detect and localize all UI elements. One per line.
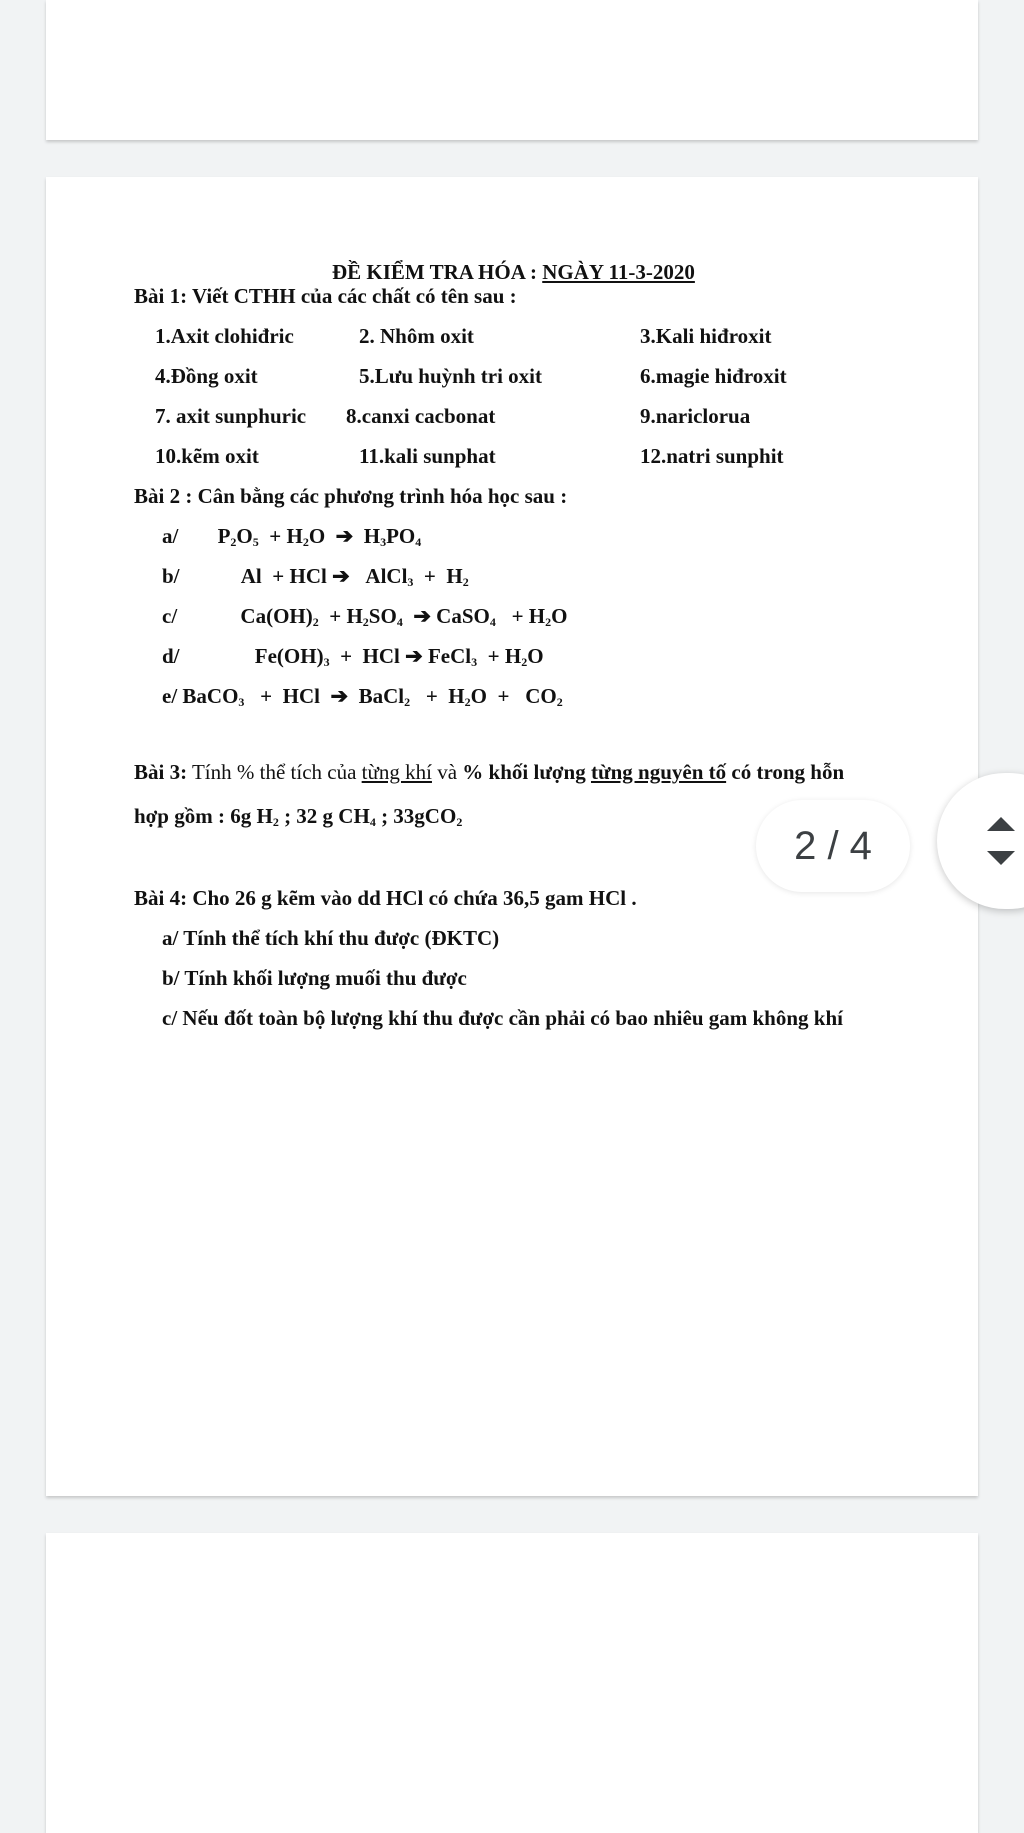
bai4-part-a: a/ Tính thể tích khí thu được (ĐKTC) (162, 926, 500, 950)
scroll-arrows-icon (983, 813, 1019, 869)
equation-label: e/ (162, 684, 178, 708)
page-title (332, 259, 695, 285)
equation-c: c/ $Ca(OH)_2 + H_2SO_4$ ➔ CaSO$_4$ + $H_2O$ (162, 604, 568, 629)
bai1-heading: Bài 1: Viết CTHH của các chất có tên sau : (134, 284, 517, 308)
equation-label: b/ (162, 564, 180, 588)
next-page (46, 1533, 978, 1833)
bai4-heading: Bài 4: Cho 26 g kẽm vào dd HCl có chứa 36,5 gam HCl . (134, 886, 637, 910)
page-counter: 2 / 4 (756, 800, 910, 892)
bai1-item: 11.kali sunphat (359, 444, 496, 468)
bai3-line1: Bài 3: Tính % thể tích của từng khí và % khối lượng từng nguyên tố có trong hỗn (134, 760, 845, 784)
equation-label: c/ (162, 604, 178, 628)
bai4-part-b: b/ Tính khối lượng muối thu được (162, 966, 467, 990)
title-text: ĐỀ KIỂM TRA HÓA : (332, 260, 543, 284)
equation-b: b/ Al + HCl ➔ AlCl$_3$ + $H_2$ (162, 564, 469, 589)
bai4-part-c: c/ Nếu đốt toàn bộ lượng khí thu được cần phải có bao nhiêu gam không khí (162, 1006, 843, 1030)
previous-page (46, 0, 978, 140)
bai1-item: 7. axit sunphuric (155, 404, 307, 428)
bai1-item: 2. Nhôm oxit (359, 324, 474, 348)
bai1-item: 10.kẽm oxit (155, 444, 259, 468)
bai1-item: 9.nariclorua (640, 404, 751, 428)
bai1-item: 3.Kali hiđroxit (640, 324, 772, 348)
equation-label: d/ (162, 644, 180, 668)
bai3-heading: Bài 3: (134, 760, 188, 784)
bai1-item: 1.Axit clohiđric (155, 324, 294, 348)
bai3-line2: hợp gồm : 6g $H_2$ ; 32 g $CH_4$ ; 33gCO$_2$ (134, 804, 463, 829)
equation-d: d/ $Fe(OH)_3$ + HCl ➔ FeCl$_3$ + $H_2O$ (162, 644, 544, 669)
title-date: NGÀY 11-3-2020 (542, 260, 695, 284)
equation-label: a/ (162, 524, 179, 548)
bai1-item: 8.canxi cacbonat (346, 404, 496, 428)
equation-e: e/ BaCO$_3$ + HCl ➔ BaCl$_2$ + $H_2O + CO_2$ (162, 684, 563, 709)
bai1-item: 4.Đồng oxit (155, 364, 258, 388)
equation-a: a/ $P_2O_5 + H_2O$ ➔ $H_3PO_4$ (162, 524, 422, 549)
bai1-item: 12.natri sunphit (640, 444, 784, 468)
bai1-item: 6.magie hiđroxit (640, 364, 787, 388)
bai1-item: 5.Lưu huỳnh tri oxit (359, 364, 542, 388)
bai2-heading: Bài 2 : Cân bằng các phương trình hóa học sau : (134, 484, 568, 508)
